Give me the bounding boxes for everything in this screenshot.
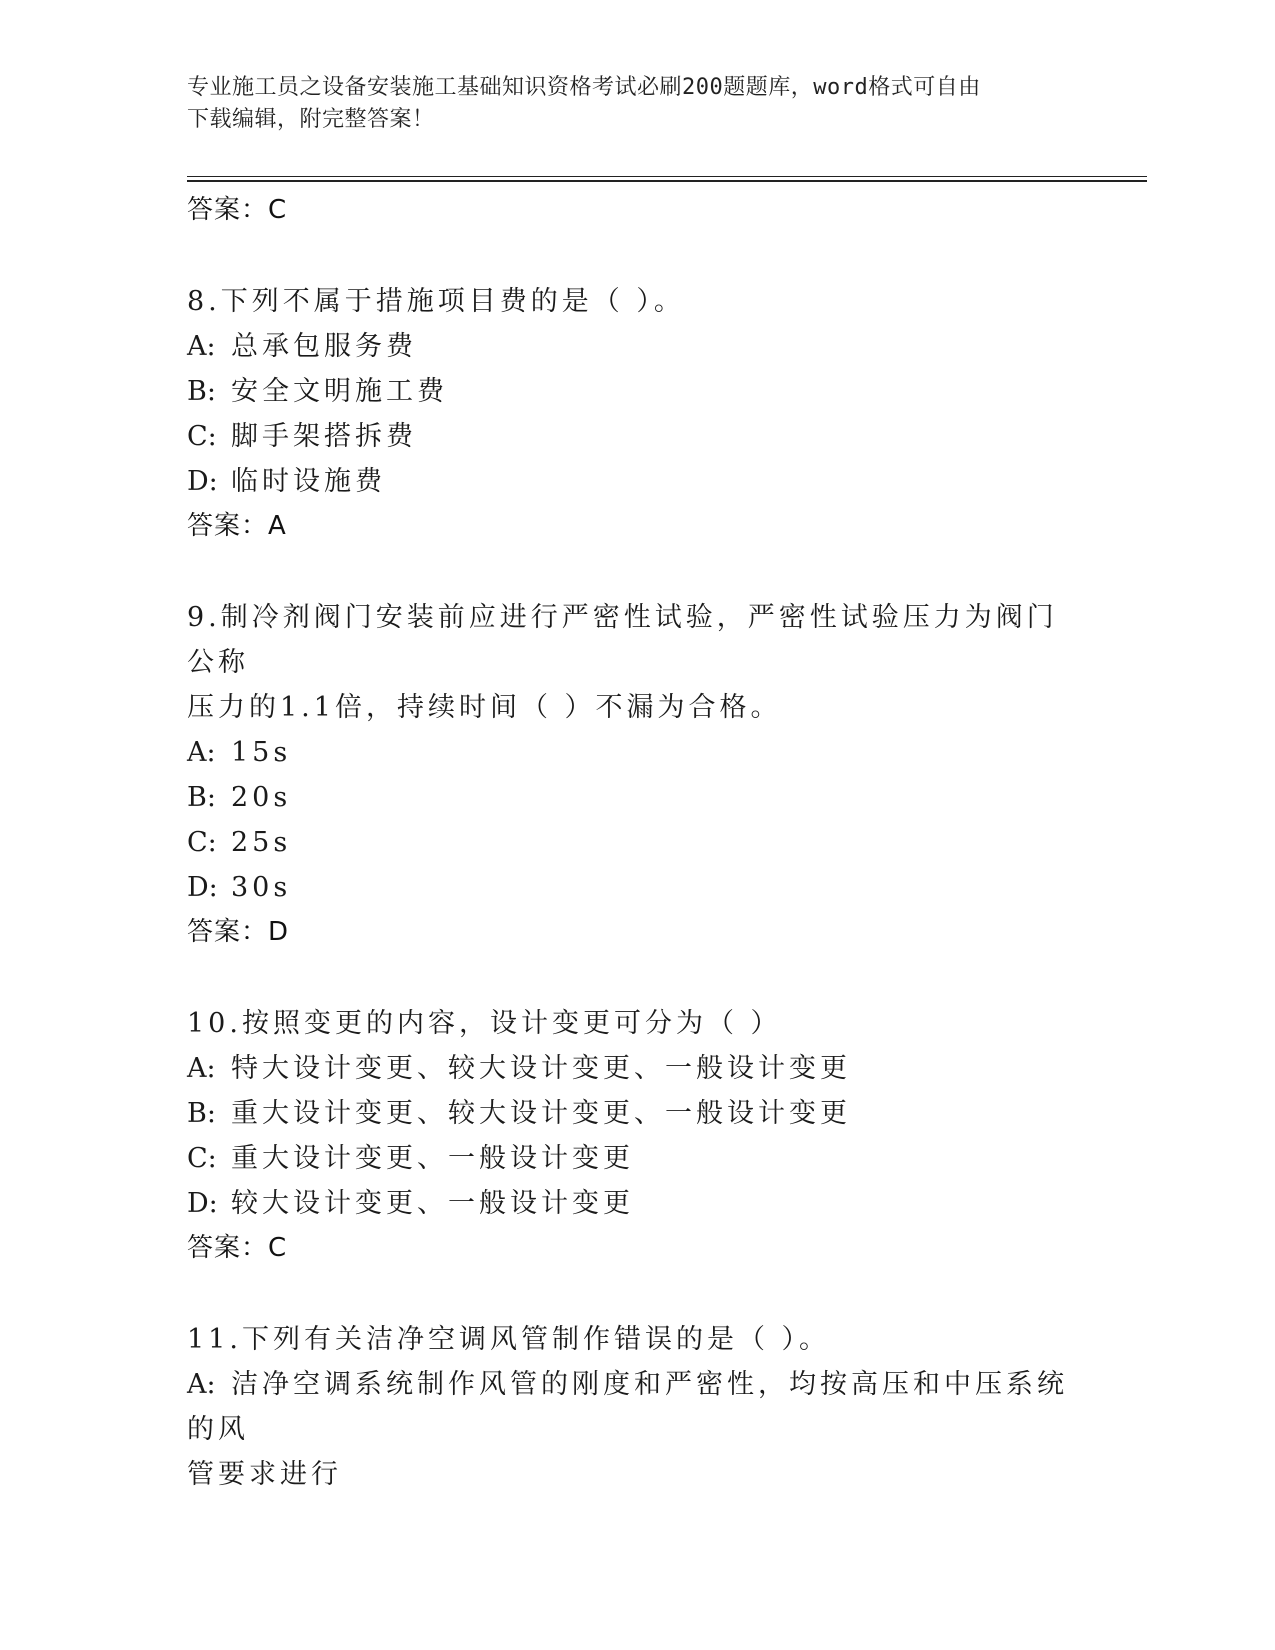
option-letter: B: (187, 782, 216, 813)
option-letter: D: (187, 466, 218, 497)
option-line (187, 730, 1087, 775)
answer-line: 答案：D (187, 917, 290, 947)
question-stem-line: 8.下列不属于措施项目费的是（ ）。 (187, 286, 685, 317)
option-text: 总承包服务费 (231, 331, 417, 362)
question-gap (187, 955, 1087, 1001)
option-line (187, 459, 1087, 504)
option-line (187, 820, 1087, 865)
question-block (187, 1317, 1087, 1497)
option-text: 特大设计变更、较大设计变更、一般设计变更 (231, 1053, 851, 1084)
option-text: 15s (231, 737, 292, 768)
question-stem-line: 10.按照变更的内容，设计变更可分为（ ） (187, 1008, 782, 1039)
option-text: 脚手架搭拆费 (231, 421, 417, 452)
question-gap (187, 233, 1087, 279)
document-header (187, 72, 1067, 136)
option-text: 30s (231, 872, 292, 903)
header-line-1: 专业施工员之设备安装施工基础知识资格考试必刷200题题库，word格式可自由 (187, 75, 981, 100)
option-line (187, 1046, 1087, 1091)
header-divider-thick (187, 180, 1147, 182)
option-line (187, 369, 1087, 414)
option-text: 洁净空调系统制作风管的刚度和严密性，均按高压和中压系统的风 (187, 1369, 1068, 1445)
option-line (187, 1452, 1087, 1497)
question-block (187, 1001, 1087, 1271)
option-letter: D: (187, 1188, 218, 1219)
question-stem-line: 压力的1.1倍，持续时间（ ）不漏为合格。 (187, 692, 782, 723)
previous-answer: 答案：C (187, 195, 288, 225)
option-text: 20s (231, 782, 292, 813)
option-letter: B: (187, 376, 216, 407)
header-divider-thin (187, 176, 1147, 177)
option-line (187, 324, 1087, 369)
answer-line: 答案：C (187, 1233, 288, 1263)
question-gap (187, 1271, 1087, 1317)
question-stem-line: 9.制冷剂阀门安装前应进行严密性试验，严密性试验压力为阀门公称 (187, 602, 1058, 678)
answer-line: 答案：A (187, 511, 287, 541)
question-stem-line: 11.下列有关洁净空调风管制作错误的是（ ）。 (187, 1324, 831, 1355)
option-text: 25s (231, 827, 292, 858)
option-letter: A: (187, 1369, 216, 1400)
question-gap (187, 549, 1087, 595)
option-text: 重大设计变更、一般设计变更 (231, 1143, 634, 1174)
option-text: 管要求进行 (187, 1459, 342, 1490)
option-letter: A: (187, 1053, 216, 1084)
header-line-2: 下载编辑，附完整答案！ (187, 107, 435, 132)
question-list (187, 188, 1087, 1497)
option-text: 临时设施费 (231, 466, 386, 497)
option-line (187, 865, 1087, 910)
option-line (187, 1091, 1087, 1136)
option-letter: C: (187, 1143, 217, 1174)
option-line (187, 775, 1087, 820)
option-letter: D: (187, 872, 218, 903)
option-text: 重大设计变更、较大设计变更、一般设计变更 (231, 1098, 851, 1129)
option-line (187, 414, 1087, 459)
option-text: 安全文明施工费 (231, 376, 448, 407)
option-line (187, 1362, 1087, 1452)
option-line (187, 1136, 1087, 1181)
option-letter: A: (187, 331, 216, 362)
question-block (187, 595, 1087, 955)
option-letter: B: (187, 1098, 216, 1129)
option-line (187, 1181, 1087, 1226)
option-letter: C: (187, 421, 217, 452)
option-letter: C: (187, 827, 217, 858)
option-text: 较大设计变更、一般设计变更 (231, 1188, 634, 1219)
option-letter: A: (187, 737, 216, 768)
question-block (187, 279, 1087, 549)
